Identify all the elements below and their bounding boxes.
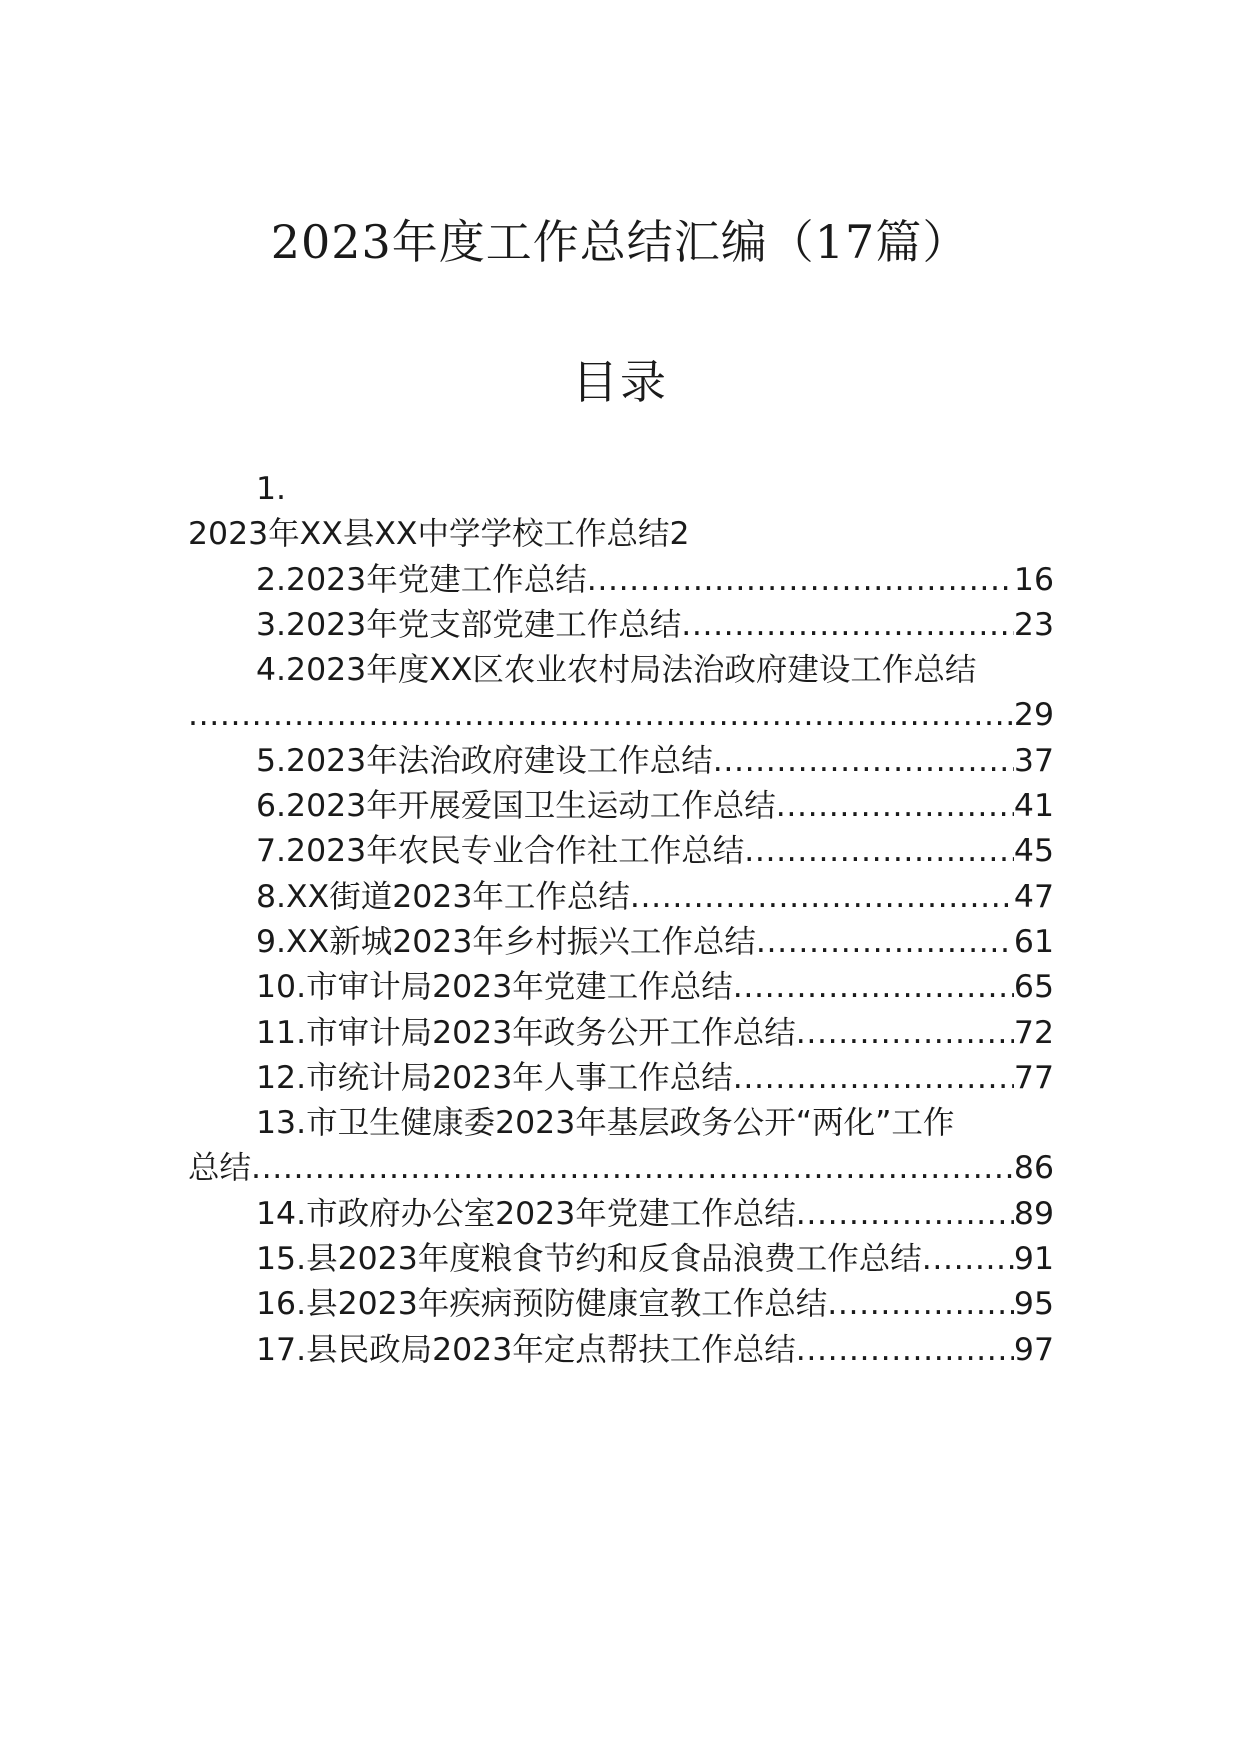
toc-entry[interactable] <box>188 965 1054 1010</box>
toc-leader-dots <box>796 1328 1014 1373</box>
toc-page-number: 47 <box>1013 878 1054 915</box>
toc-entry[interactable] <box>188 875 1054 920</box>
toc-leader-dots <box>713 739 1014 784</box>
toc-entry-label: 7.2023年农民专业合作社工作总结 <box>256 833 745 870</box>
toc-entry-label: 10.市审计局2023年党建工作总结 <box>256 969 733 1006</box>
toc-page-number: 72 <box>1013 1014 1054 1051</box>
toc-leader-dots <box>630 875 1014 920</box>
toc-page-number: 16 <box>1013 561 1054 598</box>
toc-page-number: 89 <box>1013 1195 1054 1232</box>
toc-entry-label: 5.2023年法治政府建设工作总结 <box>256 742 713 779</box>
toc-entry-label-wrapped[interactable]: 13.市卫生健康委2023年基层政务公开“两化”工作 <box>256 1105 955 1142</box>
title-middle: 年度工作总结汇编（ <box>391 215 815 269</box>
toc-page-number: 45 <box>1013 833 1054 870</box>
toc-page-number: 29 <box>1013 697 1054 734</box>
toc-entry-label: 6.2023年开展爱国卫生运动工作总结 <box>256 788 776 825</box>
toc-page-number: 37 <box>1013 742 1054 779</box>
toc-leader-dots <box>744 829 1014 874</box>
toc-entry-1-number[interactable]: 1. <box>256 471 287 507</box>
toc-entry-continuation[interactable] <box>188 693 1054 738</box>
toc-entry-continuation[interactable] <box>188 1146 1054 1191</box>
title-year: 2023 <box>270 215 392 269</box>
toc-leader-dots <box>776 784 1014 829</box>
toc-entry[interactable] <box>188 1192 1054 1237</box>
toc-entry[interactable] <box>188 784 1054 829</box>
toc-entry-1-text[interactable]: 2023年XX县XX中学学校工作总结2 <box>188 516 690 553</box>
toc-entry[interactable] <box>188 1282 1054 1327</box>
toc-leader-dots <box>733 1056 1014 1101</box>
toc-page-number: 61 <box>1013 923 1054 960</box>
toc-entry[interactable] <box>188 603 1054 648</box>
toc-page-number: 97 <box>1013 1331 1054 1368</box>
toc-leader-dots <box>681 603 1014 648</box>
toc-leader-dots <box>587 558 1014 603</box>
toc-entry-label: 14.市政府办公室2023年党建工作总结 <box>256 1195 796 1232</box>
toc-leader-dots <box>922 1237 1014 1282</box>
toc-leader-dots <box>188 693 1014 738</box>
toc-entry-label-wrapped[interactable]: 4.2023年度XX区农业农村局法治政府建设工作总结 <box>256 652 977 689</box>
toc-page-number: 65 <box>1013 969 1054 1006</box>
toc-entry-label: 15.县2023年度粮食节约和反食品浪费工作总结 <box>256 1241 922 1278</box>
title-end: 篇） <box>875 215 970 269</box>
toc-entry[interactable] <box>188 1237 1054 1282</box>
toc-entry-label: 3.2023年党支部党建工作总结 <box>256 606 682 643</box>
toc-page-number: 77 <box>1013 1059 1054 1096</box>
toc-entry-label: 12.市统计局2023年人事工作总结 <box>256 1059 733 1096</box>
title-count: 17 <box>814 215 876 269</box>
toc-page-number: 41 <box>1013 788 1054 825</box>
toc-leader-dots <box>756 920 1014 965</box>
toc-entry[interactable] <box>188 1011 1054 1056</box>
toc-page-number: 23 <box>1013 606 1054 643</box>
toc-leader-dots <box>796 1192 1014 1237</box>
toc-heading: 目录 <box>572 355 668 409</box>
toc-entry[interactable] <box>188 739 1054 784</box>
toc-page-number: 95 <box>1013 1286 1054 1323</box>
toc-entry-label: 2.2023年党建工作总结 <box>256 561 587 598</box>
toc-leader-dots <box>251 1146 1014 1191</box>
toc-entry[interactable] <box>188 558 1054 603</box>
toc-entry-label: 16.县2023年疾病预防健康宣教工作总结 <box>256 1286 828 1323</box>
toc-page-number: 91 <box>1013 1241 1054 1278</box>
toc-leader-dots <box>827 1282 1014 1327</box>
toc-leader-dots <box>796 1011 1014 1056</box>
toc-entry-label: 11.市审计局2023年政务公开工作总结 <box>256 1014 796 1051</box>
toc-page-number: 86 <box>1013 1150 1054 1187</box>
toc-entry[interactable] <box>188 829 1054 874</box>
toc-entry[interactable] <box>188 1328 1054 1373</box>
toc-entry-label: 总结 <box>188 1150 252 1187</box>
toc-entry-label: 17.县民政局2023年定点帮扶工作总结 <box>256 1331 796 1368</box>
table-of-contents <box>188 467 1054 1373</box>
toc-leader-dots <box>733 965 1014 1010</box>
toc-entry-label: 9.XX新城2023年乡村振兴工作总结 <box>256 923 756 960</box>
toc-entry[interactable] <box>188 1056 1054 1101</box>
toc-entry[interactable] <box>188 920 1054 965</box>
document-title <box>0 212 1240 272</box>
toc-entry-label: 8.XX街道2023年工作总结 <box>256 878 630 915</box>
